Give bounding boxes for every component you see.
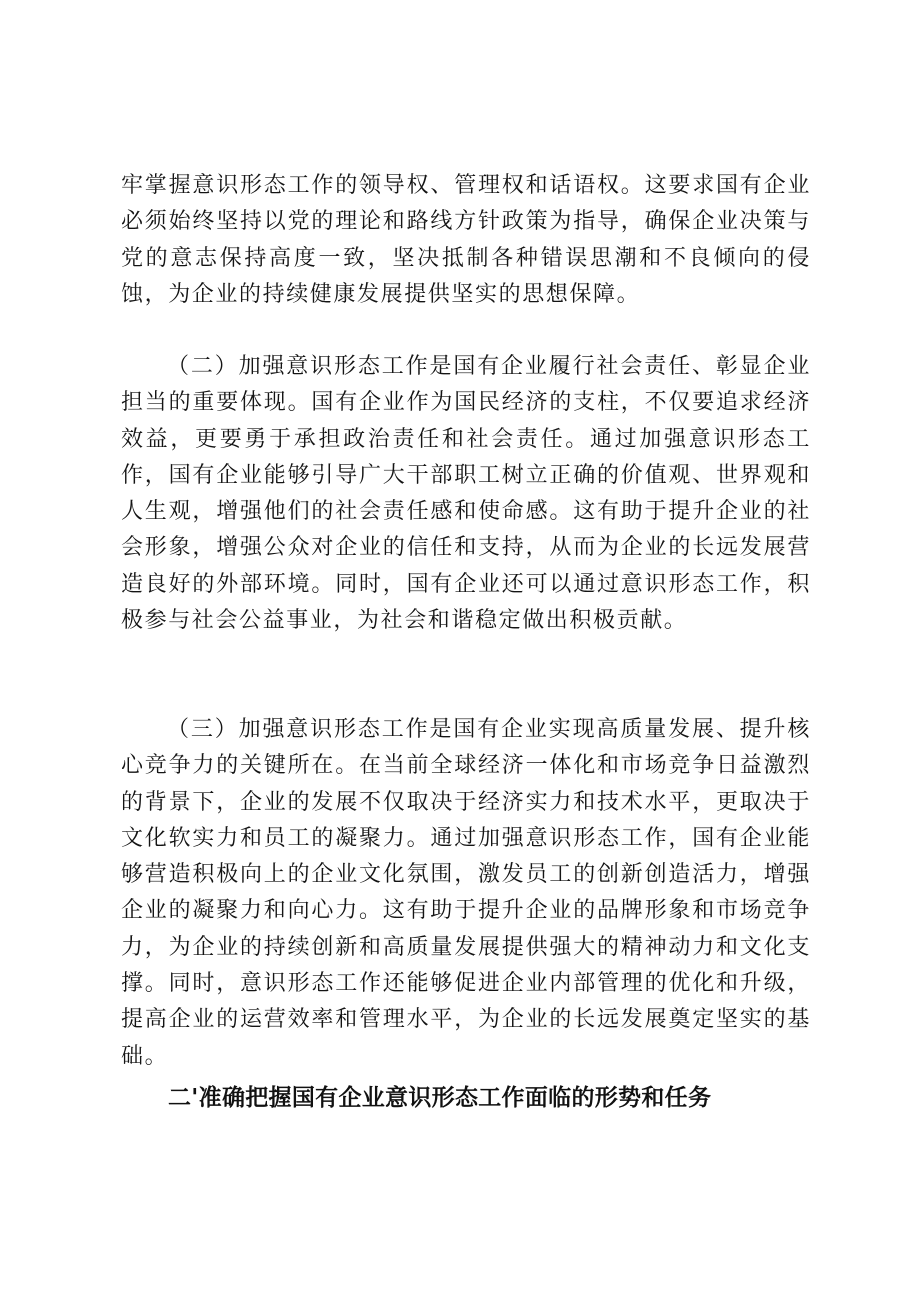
- body-text-section-3: [121, 712, 811, 1075]
- paragraph-section-2: （二）加强意识形态工作是国有企业履行社会责任、彰显企业担当的重要体现。国有企业作为国民经济的支柱，不仅要追求经济效益，更要勇于承担政治责任和社会责任。通过加强意识形态工作，国有企业能够引导广大干部职工树立正确的价值观、世界观和人生观，增强他们的社会责任感和使命感。这有助于提升企业的社会形象，增强公众对企业的信任和支持，从而为企业的长远发展营造良好的外部环境。同时，国有企业还可以通过意识形态工作，积极参与社会公益事业，为社会和谐稳定做出积极贡献。: [121, 354, 811, 634]
- section-heading: 二'准确把握国有企业意识形态工作面临的形势和任务: [168, 1085, 712, 1111]
- paragraph-section-3: （三）加强意识形态工作是国有企业实现高质量发展、提升核心竞争力的关键所在。在当前全球经济一体化和市场竞争日益激烈的背景下，企业的发展不仅取决于经济实力和技术水平，更取决于文化软实力和员工的凝聚力。通过加强意识形态工作，国有企业能够营造积极向上的企业文化氛围，激发员工的创新创造活力，增强企业的凝聚力和向心力。这有助于提升企业的品牌形象和市场竞争力，为企业的持续创新和高质量发展提供强大的精神动力和文化支撑。同时，意识形态工作还能够促进企业内部管理的优化和升级，提高企业的运营效率和管理水平，为企业的长远发展奠定坚实的基础。: [121, 717, 811, 1069]
- body-text: [121, 168, 811, 313]
- paragraph-continuation: 牢掌握意识形态工作的领导权、管理权和话语权。这要求国有企业必须始终坚持以党的理论和路线方针政策为指导，确保企业决策与党的意志保持高度一致，坚决抵制各种错误思潮和不良倾向的侵蚀，为企业的持续健康发展提供坚实的思想保障。: [121, 173, 811, 307]
- body-text-section-2: [121, 349, 811, 639]
